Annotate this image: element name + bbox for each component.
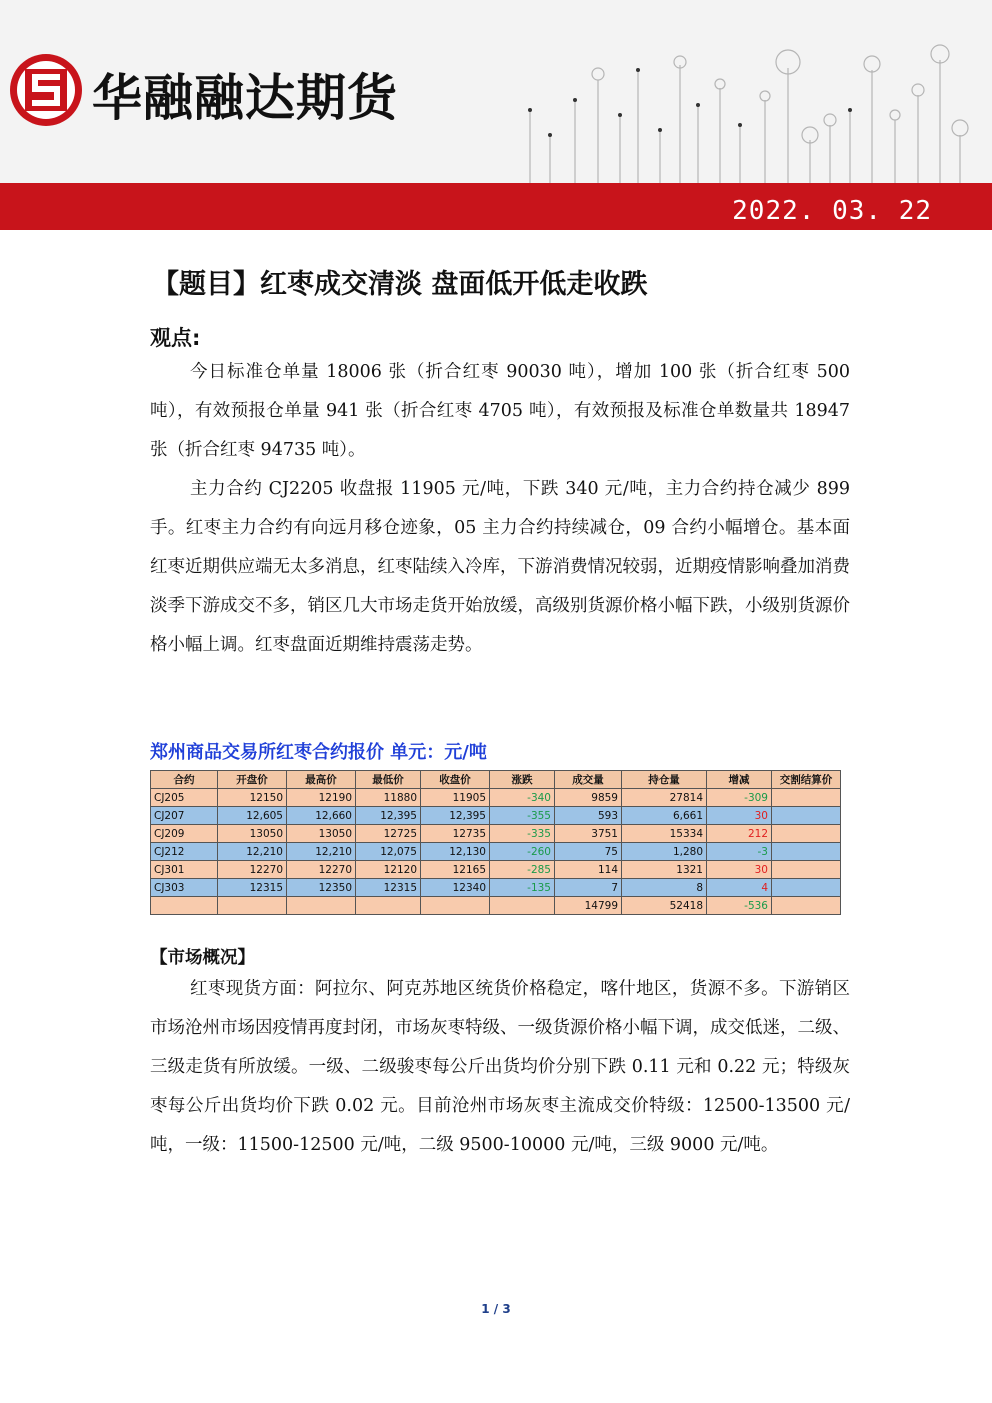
- table-cell: 1,280: [622, 843, 707, 861]
- table-cell: [772, 825, 841, 843]
- table-cell: [772, 807, 841, 825]
- table-header-cell: 交割结算价: [772, 771, 841, 789]
- paragraph-spot-market: 红枣现货方面：阿拉尔、阿克苏地区统货价格稳定，喀什地区，货源不多。下游销区市场沧州市场因疫情再度封闭，市场灰枣特级、一级货源价格小幅下调，成交低迷，二级、三级走货有所放缓。一级、二级骏枣每公斤出货均价分别下跌 0.11 元和 0.22 元；特级灰枣每公斤出货均价下跌 0.02 元。目前沧州市场灰枣主流成交价特级：12500-13500 元/吨，一级：11500-12500 元/吨，二级 9500-10000 元/吨，三级 9000 元/吨。: [150, 979, 850, 1155]
- table-row: [151, 789, 841, 807]
- table-cell: 13050: [287, 825, 356, 843]
- table-cell: [151, 897, 218, 915]
- table-row: [151, 897, 841, 915]
- table-cell: -285: [490, 861, 555, 879]
- decorative-graphic: [520, 40, 980, 183]
- table-cell: 27814: [622, 789, 707, 807]
- table-title: 郑州商品交易所红枣合约报价 单元：元/吨: [150, 742, 487, 763]
- table-cell: [772, 789, 841, 807]
- table-header-cell: 增减: [707, 771, 772, 789]
- table-header-row: [151, 771, 841, 789]
- table-header-cell: 涨跌: [490, 771, 555, 789]
- table-cell: 12120: [356, 861, 421, 879]
- table-cell: [772, 879, 841, 897]
- table-row: [151, 807, 841, 825]
- table-cell: 13050: [218, 825, 287, 843]
- table-cell: 12,075: [356, 843, 421, 861]
- table-cell: [421, 897, 490, 915]
- table-cell: CJ209: [151, 825, 218, 843]
- table-cell: [356, 897, 421, 915]
- table-header-cell: 最低价: [356, 771, 421, 789]
- table-cell: 11880: [356, 789, 421, 807]
- table-cell: [490, 897, 555, 915]
- table-cell: [772, 843, 841, 861]
- table-cell: 4: [707, 879, 772, 897]
- table-cell: 12340: [421, 879, 490, 897]
- table-cell: 7: [555, 879, 622, 897]
- table-cell: [287, 897, 356, 915]
- table-cell: 12270: [218, 861, 287, 879]
- table-cell: 12,210: [218, 843, 287, 861]
- table-cell: 12,395: [356, 807, 421, 825]
- table-cell: [218, 897, 287, 915]
- table-cell: 12315: [356, 879, 421, 897]
- table-row: [151, 843, 841, 861]
- table-cell: 9859: [555, 789, 622, 807]
- table-cell: 14799: [555, 897, 622, 915]
- table-cell: -309: [707, 789, 772, 807]
- table-cell: 12,660: [287, 807, 356, 825]
- table-cell: [772, 897, 841, 915]
- table-row: [151, 879, 841, 897]
- table-cell: 75: [555, 843, 622, 861]
- table-cell: 12270: [287, 861, 356, 879]
- table-cell: 30: [707, 861, 772, 879]
- company-logo-icon: [8, 52, 84, 128]
- table-cell: 12735: [421, 825, 490, 843]
- table-cell: [772, 861, 841, 879]
- table-cell: 12,130: [421, 843, 490, 861]
- market-overview-heading: 【市场概况】: [150, 948, 255, 968]
- table-cell: 12150: [218, 789, 287, 807]
- table-cell: 12165: [421, 861, 490, 879]
- paragraph-warehouse-receipts: 今日标准仓单量 18006 张（折合红枣 90030 吨），增加 100 张（折合红枣 500 吨），有效预报仓单量 941 张（折合红枣 4705 吨），有效预报及标准仓单数量共 18947 张（折合红枣 94735 吨）。: [150, 362, 850, 460]
- table-cell: 12,605: [218, 807, 287, 825]
- page-header: [0, 0, 992, 230]
- table-cell: 30: [707, 807, 772, 825]
- table-header-cell: 最高价: [287, 771, 356, 789]
- table-cell: 1321: [622, 861, 707, 879]
- table-cell: CJ303: [151, 879, 218, 897]
- table-cell: -355: [490, 807, 555, 825]
- table-cell: CJ301: [151, 861, 218, 879]
- table-cell: -536: [707, 897, 772, 915]
- table-cell: 593: [555, 807, 622, 825]
- table-header-cell: 持仓量: [622, 771, 707, 789]
- table-cell: CJ207: [151, 807, 218, 825]
- report-title: 【题目】红枣成交清淡 盘面低开低走收跌: [152, 269, 648, 300]
- table-cell: 12350: [287, 879, 356, 897]
- table-cell: -340: [490, 789, 555, 807]
- contract-quote-table: [150, 770, 841, 915]
- table-cell: 212: [707, 825, 772, 843]
- table-cell: 8: [622, 879, 707, 897]
- viewpoint-heading: 观点:: [150, 326, 201, 350]
- table-header-cell: 收盘价: [421, 771, 490, 789]
- table-cell: -260: [490, 843, 555, 861]
- table-header-cell: 合约: [151, 771, 218, 789]
- table-cell: 12,395: [421, 807, 490, 825]
- report-date: 2022. 03. 22: [732, 196, 932, 226]
- table-cell: 12190: [287, 789, 356, 807]
- company-name: 华融融达期货: [92, 69, 398, 127]
- table-cell: CJ212: [151, 843, 218, 861]
- table-cell: 12725: [356, 825, 421, 843]
- table-cell: 114: [555, 861, 622, 879]
- table-row: [151, 861, 841, 879]
- table-cell: 3751: [555, 825, 622, 843]
- table-cell: CJ205: [151, 789, 218, 807]
- table-header-cell: 开盘价: [218, 771, 287, 789]
- table-cell: -335: [490, 825, 555, 843]
- table-cell: 52418: [622, 897, 707, 915]
- paragraph-market-analysis: 主力合约 CJ2205 收盘报 11905 元/吨，下跌 340 元/吨，主力合约持仓减少 899 手。红枣主力合约有向远月移仓迹象，05 主力合约持续减仓，09 合约小幅增仓。基本面红枣近期供应端无太多消息，红枣陆续入冷库，下游消费情况较弱，近期疫情影响叠加消费淡季下游成交不多，销区几大市场走货开始放缓，高级别货源价格小幅下跌，小级别货源价格小幅上调。红枣盘面近期维持震荡走势。: [150, 479, 850, 655]
- table-cell: 12,210: [287, 843, 356, 861]
- table-header-cell: 成交量: [555, 771, 622, 789]
- table-cell: -135: [490, 879, 555, 897]
- table-cell: 15334: [622, 825, 707, 843]
- table-cell: 6,661: [622, 807, 707, 825]
- table-cell: 12315: [218, 879, 287, 897]
- table-cell: 11905: [421, 789, 490, 807]
- page-number: 1 / 3: [481, 1302, 511, 1316]
- table-row: [151, 825, 841, 843]
- table-cell: -3: [707, 843, 772, 861]
